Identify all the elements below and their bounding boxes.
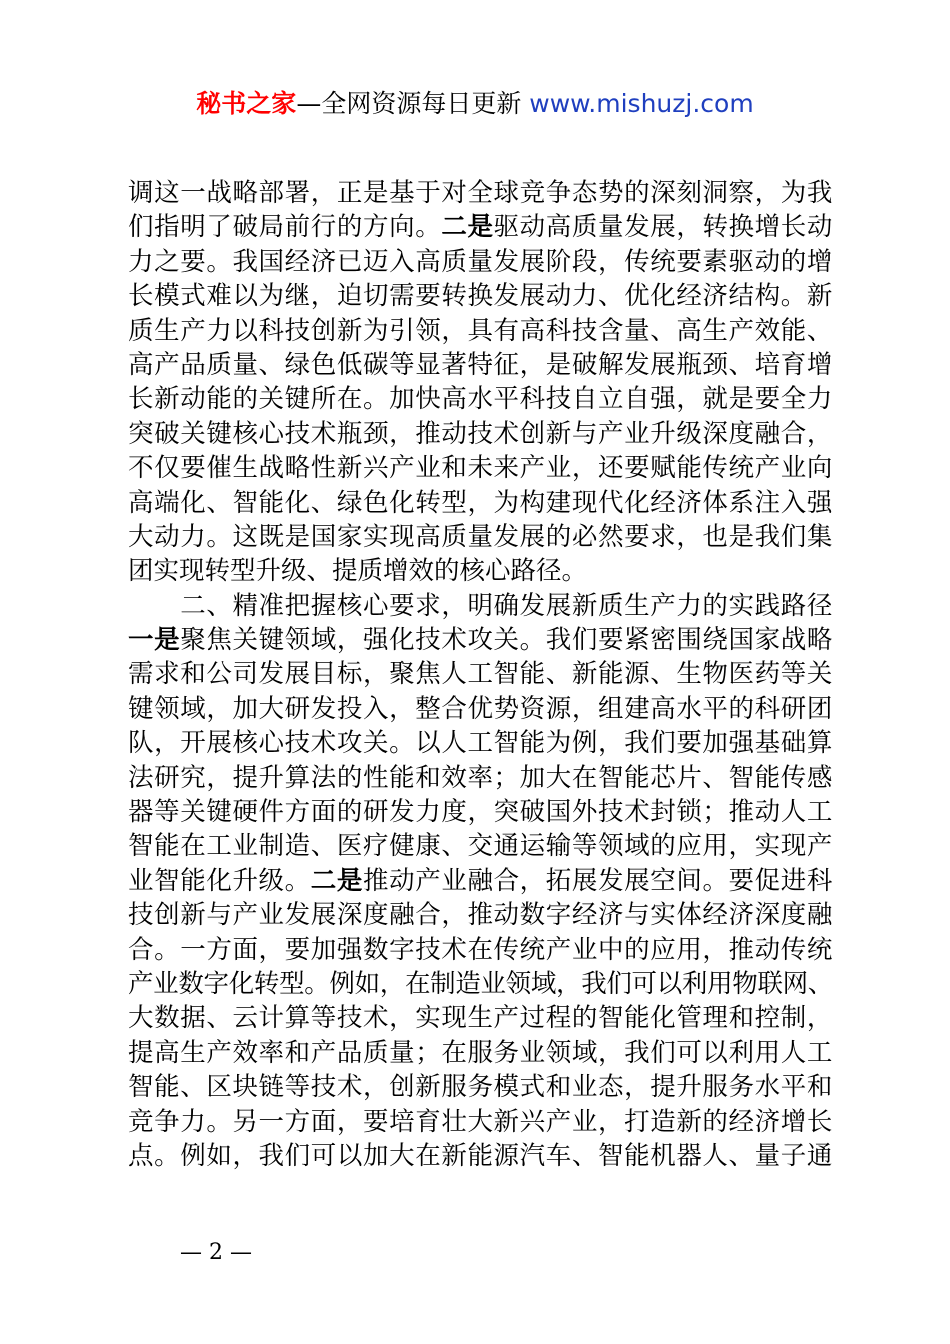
text-run: 合。一方面，要加强数字技术在传统产业中的应用，推动传统 [128, 934, 833, 965]
text-line [128, 486, 833, 520]
text-run: 高端化、智能化、绿色化转型，为构建现代化经济体系注入强 [128, 487, 833, 518]
text-run: 提高生产效率和产品质量；在服务业领域，我们可以利用人工 [128, 1037, 833, 1068]
header-tagline: —全网资源每日更新 [296, 89, 530, 118]
text-line [128, 1105, 833, 1139]
header-url[interactable]: www.mishuzj.com [529, 89, 754, 118]
text-run: 调这一战略部署，正是基于对全球竞争态势的深刻洞察，为我 [128, 178, 833, 208]
text-run: 需求和公司发展目标，聚焦人工智能、新能源、生物医药等关 [128, 659, 833, 690]
text-line [128, 864, 833, 898]
text-run: 竞争力。另一方面，要培育壮大新兴产业，打造新的经济增长 [128, 1106, 833, 1137]
text-line [128, 520, 833, 554]
text-line [128, 348, 833, 382]
text-run: 长模式难以为继，迫切需要转换发展动力、优化经济结构。新 [128, 281, 833, 312]
text-line [128, 1070, 833, 1104]
text-line [128, 245, 833, 279]
text-line [128, 692, 833, 726]
text-run: 聚焦关键领域，强化技术攻关。我们要紧密围绕国家战略 [180, 625, 833, 656]
text-run: 突破关键核心技术瓶颈，推动技术创新与产业升级深度融合， [128, 418, 833, 449]
text-run: 业智能化升级。 [128, 865, 311, 896]
brand-name: 秘书之家 [196, 89, 297, 118]
text-line [128, 623, 833, 657]
text-line [128, 795, 833, 829]
document-body [128, 176, 833, 1173]
site-header [0, 86, 950, 122]
text-run: 高产品质量、绿色低碳等显著特征，是破解发展瓶颈、培育增 [128, 349, 833, 380]
bold-text-run: 二是 [441, 212, 494, 243]
text-line [128, 210, 833, 244]
text-run: 点。例如，我们可以加大在新能源汽车、智能机器人、量子通 [128, 1140, 833, 1171]
text-run: 推动产业融合，拓展发展空间。要促进科 [363, 865, 833, 896]
text-run: 大数据、云计算等技术，实现生产过程的智能化管理和控制， [128, 1003, 833, 1034]
text-line [128, 657, 833, 691]
text-run: 技创新与产业发展深度融合，推动数字经济与实体经济深度融 [128, 900, 833, 931]
text-run: 团实现转型升级、提质增效的核心路径。 [128, 556, 588, 587]
text-run: 不仅要催生战略性新兴产业和未来产业，还要赋能传统产业向 [128, 453, 833, 484]
text-run: 键领域，加大研发投入，整合优势资源，组建高水平的科研团 [128, 693, 833, 724]
text-line [128, 314, 833, 348]
text-line [128, 829, 833, 863]
text-run: 队，开展核心技术攻关。以人工智能为例，我们要加强基础算 [128, 728, 833, 759]
text-run: 产业数字化转型。例如，在制造业领域，我们可以利用物联网、 [128, 968, 833, 999]
text-line [128, 1036, 833, 1070]
text-line [128, 176, 833, 210]
text-line [128, 589, 833, 623]
text-line [128, 1139, 833, 1173]
text-line [128, 967, 833, 1001]
text-line [128, 417, 833, 451]
text-line [128, 933, 833, 967]
text-run: 长新动能的关键所在。加快高水平科技自立自强，就是要全力 [128, 384, 833, 415]
text-line [128, 1001, 833, 1035]
text-run: 质生产力以科技创新为引领，具有高科技含量、高生产效能、 [128, 315, 833, 346]
text-run: 器等关键硬件方面的研发力度，突破国外技术封锁；推动人工 [128, 797, 833, 828]
text-line [128, 554, 833, 588]
text-line [128, 382, 833, 416]
bold-text-run: 一是 [128, 625, 181, 656]
text-line [128, 761, 833, 795]
text-run: 法研究，提升算法的性能和效率；加大在智能芯片、智能传感 [128, 762, 833, 793]
bold-text-run: 二是 [310, 865, 364, 896]
text-run: 智能、区块链等技术，创新服务模式和业态，提升服务水平和 [128, 1072, 833, 1103]
text-run: 们指明了破局前行的方向。 [128, 212, 442, 243]
text-line [128, 898, 833, 932]
text-run: 驱动高质量发展，转换增长动 [493, 212, 833, 243]
text-line [128, 451, 833, 485]
text-run: 力之要。我国经济已迈入高质量发展阶段，传统要素驱动的增 [128, 246, 833, 277]
text-line [128, 279, 833, 313]
text-run: 智能在工业制造、医疗健康、交通运输等领域的应用，实现产 [128, 831, 833, 862]
text-run: 二、精准把握核心要求，明确发展新质生产力的实践路径 [128, 590, 833, 621]
text-line [128, 726, 833, 760]
page-number: — 2 — [180, 1240, 252, 1265]
text-run: 大动力。这既是国家实现高质量发展的必然要求，也是我们集 [128, 521, 833, 552]
